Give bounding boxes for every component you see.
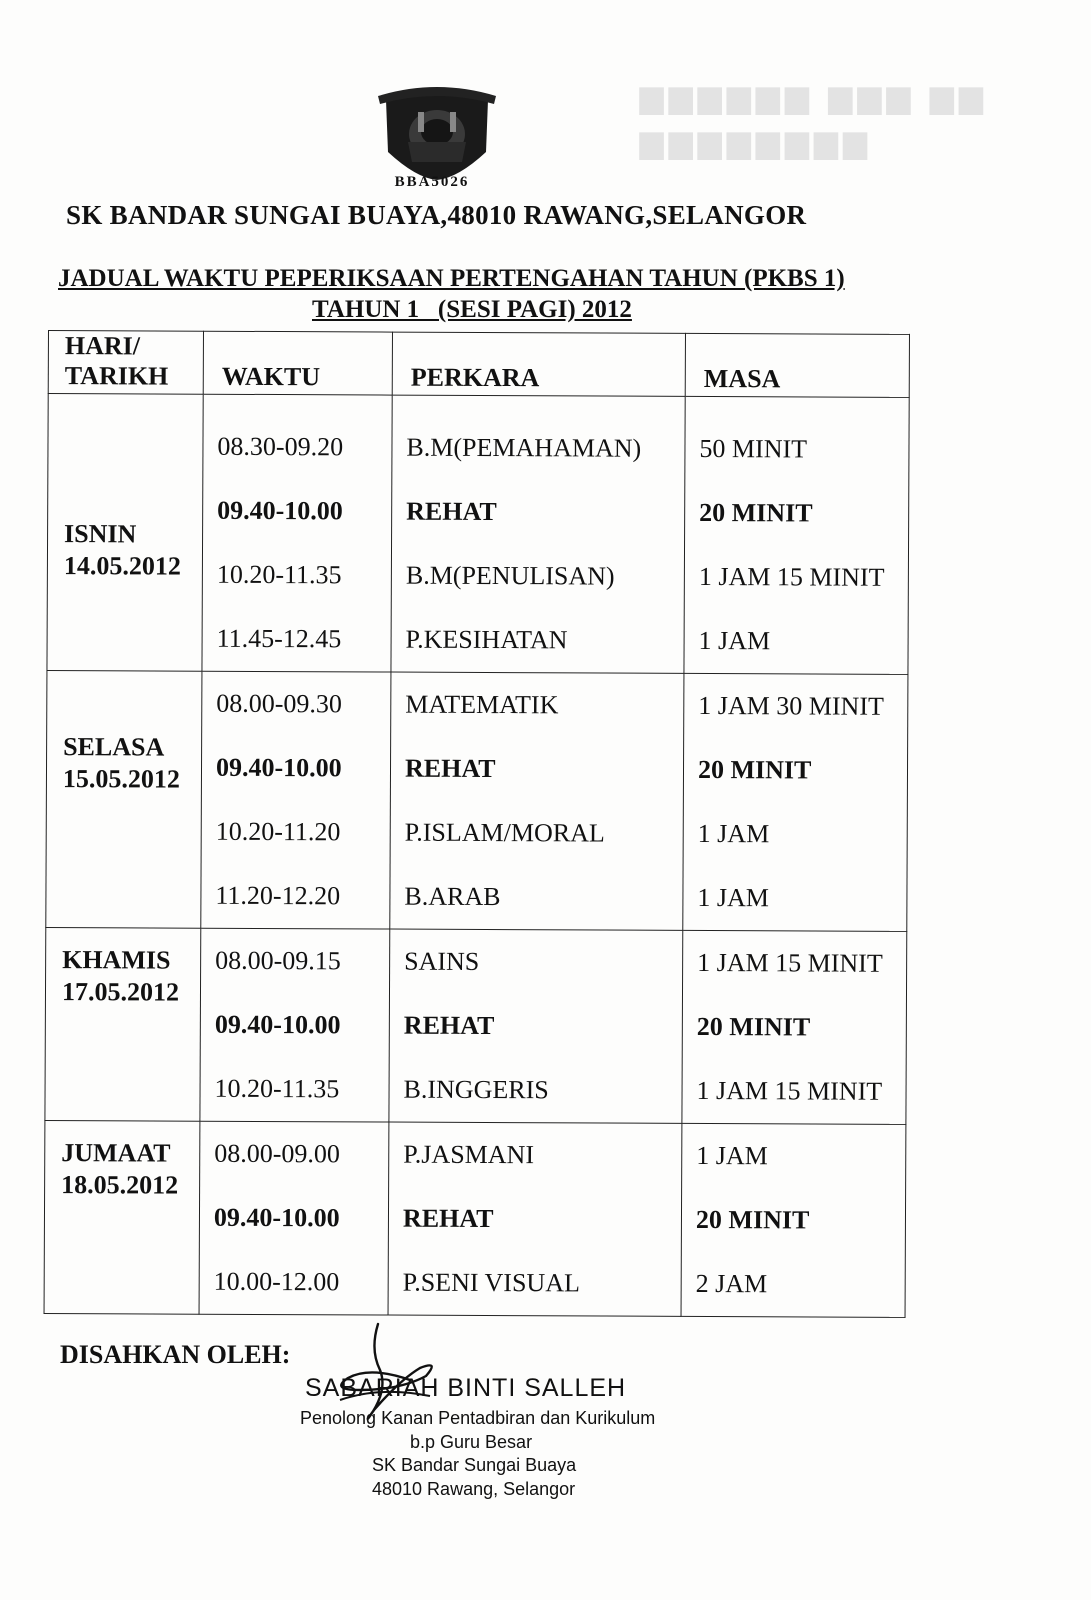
time-cell — [202, 394, 392, 672]
time-cell — [200, 928, 390, 1122]
duration-value: 20 MINIT — [696, 1011, 811, 1042]
subject-value: P.ISLAM/MORAL — [404, 817, 605, 848]
subject-cell — [389, 929, 683, 1123]
header-time: WAKTU — [203, 331, 392, 395]
duration-cell — [683, 673, 908, 931]
time-cell — [201, 671, 391, 929]
day-date: 17.05.2012 — [61, 977, 180, 1007]
day-name: KHAMIS — [62, 945, 171, 975]
time-value: 08.00-09.15 — [215, 945, 341, 976]
table-row-day — [44, 1120, 906, 1317]
day-name: ISNIN — [64, 519, 137, 549]
school-name: SK BANDAR SUNGAI BUAYA,48010 RAWANG,SELANGOR — [66, 200, 807, 230]
duration-value: 20 MINIT — [695, 1204, 810, 1235]
signatory-name: SABARIAH BINTI SALLEH — [305, 1374, 627, 1402]
table-row-day — [46, 670, 908, 931]
day-cell — [47, 394, 203, 672]
duration-value: 2 JAM — [695, 1268, 768, 1299]
time-value: 09.40-10.00 — [214, 1009, 341, 1040]
subject-value: P.KESIHATAN — [405, 624, 568, 655]
school-code: BBA5026 — [394, 174, 470, 190]
day-name: SELASA — [63, 732, 165, 762]
subject-value: REHAT — [404, 753, 496, 784]
subject-cell — [390, 672, 684, 930]
time-value: 09.40-10.00 — [217, 495, 343, 526]
time-value: 11.20-12.20 — [215, 880, 341, 911]
time-value: 10.20-11.35 — [214, 1073, 340, 1104]
signatory-position: Penolong Kanan Pentadbiran dan Kurikulum — [300, 1408, 656, 1428]
duration-cell — [684, 396, 909, 674]
time-value: 10.00-12.00 — [213, 1266, 340, 1297]
time-value: 09.40-10.00 — [215, 752, 342, 783]
duration-value: 1 JAM 15 MINIT — [698, 561, 885, 592]
day-date: 18.05.2012 — [61, 1170, 179, 1200]
subject-value: B.INGGERIS — [403, 1074, 549, 1105]
subject-value: B.ARAB — [404, 881, 501, 912]
duration-value: 1 JAM 30 MINIT — [698, 690, 884, 721]
subject-value: B.M(PENULISAN) — [405, 560, 615, 591]
day-name: JUMAAT — [61, 1138, 171, 1168]
document-title: JADUAL WAKTU PEPERIKSAAN PERTENGAHAN TAHUN (PKBS 1) — [58, 265, 845, 292]
bleed-through-text: ▆▆▆▆▆▆ ▆▆▆ ▆▆ — [640, 81, 989, 114]
table-row-day — [45, 927, 907, 1124]
day-cell — [46, 670, 202, 928]
duration-value: 20 MINIT — [697, 754, 812, 785]
time-value: 09.40-10.00 — [213, 1202, 340, 1233]
header-day-date — [48, 331, 203, 395]
table-row-day — [47, 394, 909, 675]
subject-value: REHAT — [403, 1010, 495, 1041]
header-date: TARIKH — [64, 361, 169, 391]
day-cell — [44, 1120, 200, 1314]
time-value: 10.20-11.20 — [215, 816, 341, 847]
duration-value: 1 JAM 15 MINIT — [696, 1075, 883, 1106]
time-value: 11.45-12.45 — [216, 623, 342, 654]
subject-value: P.JASMANI — [403, 1139, 535, 1170]
day-date: 14.05.2012 — [63, 551, 181, 581]
day-date: 15.05.2012 — [62, 764, 181, 794]
time-value: 08.00-09.00 — [214, 1138, 341, 1169]
signatory-address: 48010 Rawang, Selangor — [372, 1479, 576, 1499]
duration-value: 1 JAM — [698, 625, 771, 656]
table-header-row — [48, 331, 909, 398]
subject-cell — [391, 395, 685, 673]
header-subject: PERKARA — [392, 332, 685, 396]
subject-value: REHAT — [406, 496, 497, 527]
duration-cell — [681, 1123, 906, 1317]
duration-value: 1 JAM — [697, 882, 770, 913]
subject-value: REHAT — [402, 1203, 494, 1234]
subject-cell — [388, 1122, 682, 1316]
signatory-on-behalf: b.p Guru Besar — [410, 1432, 533, 1452]
approval-label: DISAHKAN OLEH: — [60, 1340, 291, 1369]
duration-value: 50 MINIT — [699, 433, 808, 464]
subject-value: MATEMATIK — [405, 689, 559, 720]
duration-value: 1 JAM — [697, 818, 770, 849]
header-duration: MASA — [685, 333, 909, 397]
time-value: 08.30-09.20 — [217, 431, 344, 462]
signatory-school: SK Bandar Sungai Buaya — [372, 1455, 577, 1475]
exam-timetable — [44, 330, 910, 1318]
subject-value: B.M(PEMAHAMAN) — [406, 432, 642, 463]
time-value: 08.00-09.30 — [216, 688, 343, 719]
subject-value: P.SENI VISUAL — [402, 1267, 580, 1298]
duration-cell — [682, 930, 907, 1124]
duration-value: 1 JAM 15 MINIT — [697, 947, 883, 978]
bleed-through-text: ▆▆▆▆▆▆▆▆ — [640, 126, 873, 159]
duration-value: 20 MINIT — [699, 497, 813, 528]
header-day: HARI/ — [64, 331, 141, 361]
duration-value: 1 JAM — [696, 1140, 768, 1171]
day-cell — [45, 927, 201, 1121]
time-value: 10.20-11.35 — [216, 559, 342, 590]
subject-value: SAINS — [404, 946, 480, 976]
time-cell — [199, 1121, 389, 1315]
document-subtitle: TAHUN 1 (SESI PAGI) 2012 — [312, 296, 632, 323]
